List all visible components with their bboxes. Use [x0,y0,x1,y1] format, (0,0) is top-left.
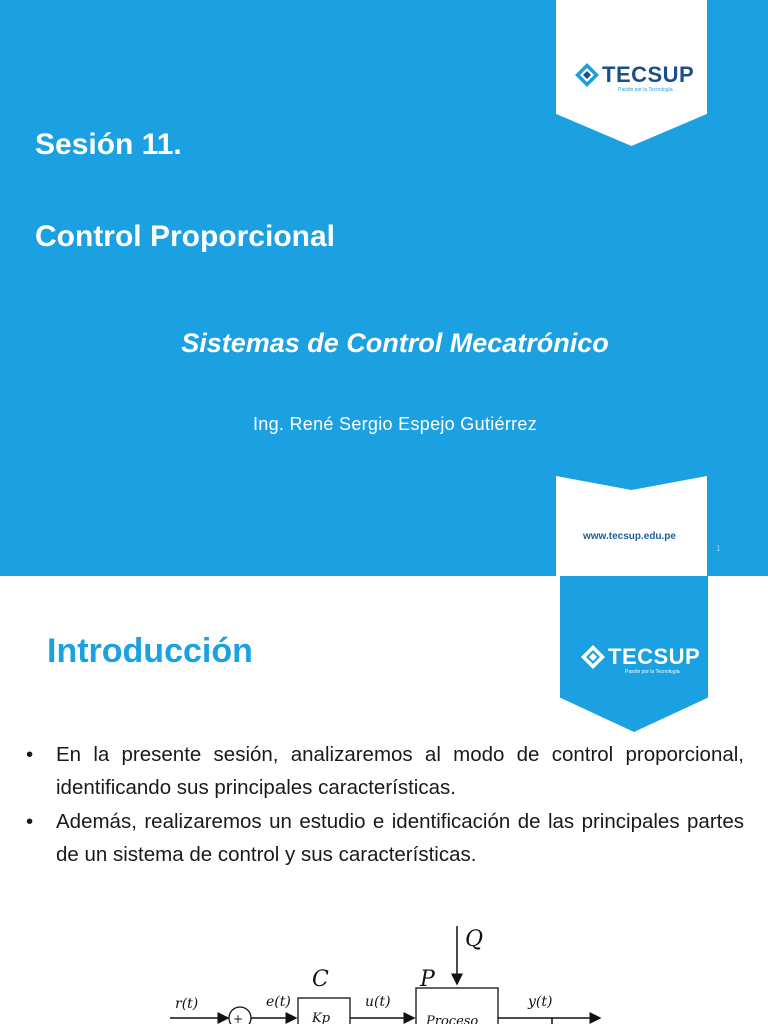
website-link[interactable]: www.tecsup.edu.pe [583,531,676,542]
bullet-text: Además, realizaremos un estudio e identificación de las principales partes de un sistema de control y sus características. [56,810,744,866]
bullet-icon: • [26,743,34,766]
url-banner [556,476,707,576]
author-name: Ing. René Sergio Espejo Gutiérrez [252,414,538,434]
tecsup-mark-icon [574,62,600,88]
plant-label: P [420,967,435,992]
bullet-item [24,738,744,804]
bullet-list [24,738,744,872]
summing-sign: + [233,1012,244,1024]
logo-tagline: Pasión por la Tecnología [625,669,680,675]
bullet-icon: • [26,810,34,833]
process-label: Proceso [426,1014,479,1024]
page-number: 1 [716,544,721,553]
logo-wordmark: TECSUP [602,62,695,87]
control-block-diagram [160,922,620,1024]
reference-label: r(t) [175,996,199,1012]
tecsup-logo [574,62,694,88]
output-label: y(t) [528,994,553,1010]
control-signal-label: u(t) [365,994,391,1010]
course-name: Sistemas de Control Mecatrónico [181,328,609,358]
section-heading: Introducción [47,632,253,670]
disturbance-label: Q [465,927,484,952]
gain-label: Kp [312,1011,331,1024]
session-title: Sesión 11. [35,128,182,161]
intro-slide [0,576,768,1024]
controller-label: C [312,967,329,992]
tecsup-logo [580,644,700,670]
tecsup-mark-icon [580,644,606,670]
topic-title: Control Proporcional [35,220,335,253]
error-label: e(t) [266,994,291,1010]
logo-tagline: Pasión por la Tecnología [618,87,673,93]
bullet-text: En la presente sesión, analizaremos al modo de control proporcional, identificando sus principales características. [56,743,744,799]
logo-wordmark: TECSUP [608,644,701,669]
bullet-item [24,805,744,871]
